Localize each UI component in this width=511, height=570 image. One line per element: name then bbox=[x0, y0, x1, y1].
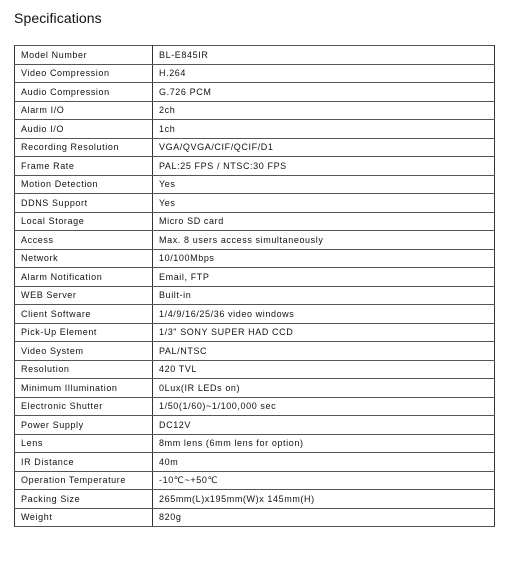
table-row bbox=[15, 490, 495, 509]
table-row bbox=[15, 323, 495, 342]
spec-label: Audio Compression bbox=[15, 83, 153, 102]
spec-value: 0Lux(IR LEDs on) bbox=[153, 379, 495, 398]
table-row bbox=[15, 397, 495, 416]
specifications-table-body bbox=[15, 46, 495, 527]
table-row bbox=[15, 231, 495, 250]
spec-label: Power Supply bbox=[15, 416, 153, 435]
spec-label: Frame Rate bbox=[15, 157, 153, 176]
table-row bbox=[15, 286, 495, 305]
table-row bbox=[15, 434, 495, 453]
table-row bbox=[15, 138, 495, 157]
spec-value: G.726 PCM bbox=[153, 83, 495, 102]
spec-value: 8mm lens (6mm lens for option) bbox=[153, 434, 495, 453]
spec-label: DDNS Support bbox=[15, 194, 153, 213]
table-row bbox=[15, 83, 495, 102]
spec-value: 1/50(1/60)~1/100,000 sec bbox=[153, 397, 495, 416]
spec-label: Motion Detection bbox=[15, 175, 153, 194]
table-row bbox=[15, 249, 495, 268]
table-row bbox=[15, 508, 495, 527]
spec-value: Built-in bbox=[153, 286, 495, 305]
spec-value: 1/4/9/16/25/36 video windows bbox=[153, 305, 495, 324]
spec-label: Lens bbox=[15, 434, 153, 453]
specifications-table bbox=[14, 45, 495, 527]
spec-value: Email, FTP bbox=[153, 268, 495, 287]
spec-label: Audio I/O bbox=[15, 120, 153, 139]
spec-label: WEB Server bbox=[15, 286, 153, 305]
spec-value: DC12V bbox=[153, 416, 495, 435]
spec-value: 265mm(L)x195mm(W)x 145mm(H) bbox=[153, 490, 495, 509]
table-row bbox=[15, 64, 495, 83]
table-row bbox=[15, 342, 495, 361]
spec-label: Video Compression bbox=[15, 64, 153, 83]
spec-value: Yes bbox=[153, 175, 495, 194]
table-row bbox=[15, 120, 495, 139]
spec-value: BL-E845IR bbox=[153, 46, 495, 65]
spec-label: Pick-Up Element bbox=[15, 323, 153, 342]
spec-value: 420 TVL bbox=[153, 360, 495, 379]
page-title: Specifications bbox=[14, 10, 102, 26]
table-row bbox=[15, 453, 495, 472]
spec-label: Video System bbox=[15, 342, 153, 361]
spec-value: VGA/QVGA/CIF/QCIF/D1 bbox=[153, 138, 495, 157]
spec-value: PAL:25 FPS / NTSC:30 FPS bbox=[153, 157, 495, 176]
spec-label: Operation Temperature bbox=[15, 471, 153, 490]
spec-label: Electronic Shutter bbox=[15, 397, 153, 416]
spec-label: IR Distance bbox=[15, 453, 153, 472]
spec-label: Client Software bbox=[15, 305, 153, 324]
spec-label: Local Storage bbox=[15, 212, 153, 231]
spec-value: 10/100Mbps bbox=[153, 249, 495, 268]
table-row bbox=[15, 212, 495, 231]
spec-label: Model Number bbox=[15, 46, 153, 65]
spec-value: Yes bbox=[153, 194, 495, 213]
spec-value: Micro SD card bbox=[153, 212, 495, 231]
spec-label: Alarm Notification bbox=[15, 268, 153, 287]
spec-label: Alarm I/O bbox=[15, 101, 153, 120]
spec-label: Minimum Illumination bbox=[15, 379, 153, 398]
spec-value: Max. 8 users access simultaneously bbox=[153, 231, 495, 250]
spec-value: 1/3" SONY SUPER HAD CCD bbox=[153, 323, 495, 342]
table-row bbox=[15, 416, 495, 435]
spec-value: H.264 bbox=[153, 64, 495, 83]
table-row bbox=[15, 305, 495, 324]
spec-value: 1ch bbox=[153, 120, 495, 139]
spec-value: -10℃~+50℃ bbox=[153, 471, 495, 490]
table-row bbox=[15, 194, 495, 213]
spec-value: 820g bbox=[153, 508, 495, 527]
spec-value: 40m bbox=[153, 453, 495, 472]
spec-label: Recording Resolution bbox=[15, 138, 153, 157]
spec-label: Resolution bbox=[15, 360, 153, 379]
spec-label: Weight bbox=[15, 508, 153, 527]
table-row bbox=[15, 46, 495, 65]
table-row bbox=[15, 471, 495, 490]
table-row bbox=[15, 175, 495, 194]
spec-value: 2ch bbox=[153, 101, 495, 120]
spec-label: Access bbox=[15, 231, 153, 250]
spec-label: Network bbox=[15, 249, 153, 268]
spec-label: Packing Size bbox=[15, 490, 153, 509]
spec-value: PAL/NTSC bbox=[153, 342, 495, 361]
table-row bbox=[15, 157, 495, 176]
table-row bbox=[15, 101, 495, 120]
table-row bbox=[15, 360, 495, 379]
table-row bbox=[15, 379, 495, 398]
table-row bbox=[15, 268, 495, 287]
